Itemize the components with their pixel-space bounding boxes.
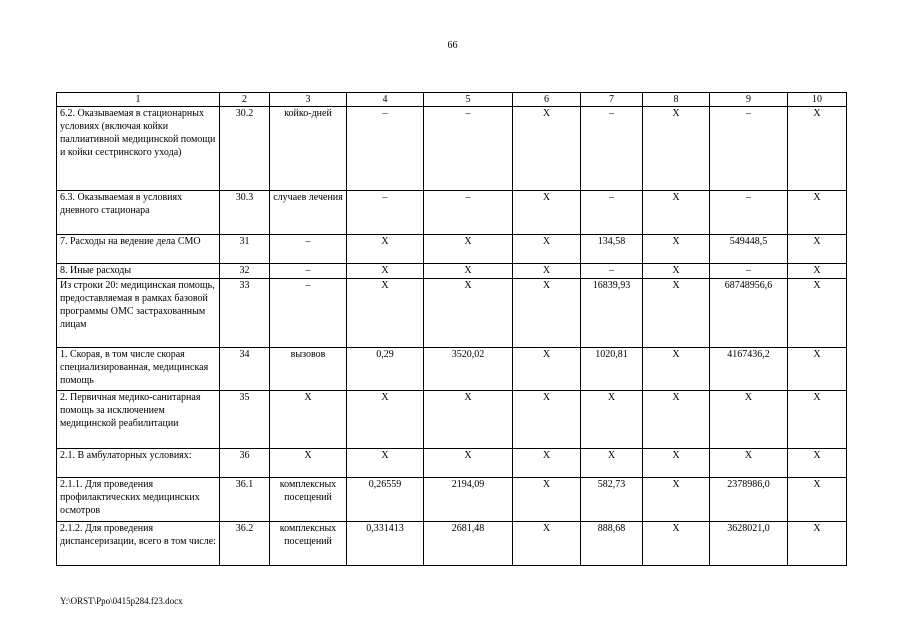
table-cell: Х: [788, 279, 847, 348]
table-cell: 33: [220, 279, 270, 348]
table-cell: Х: [424, 391, 513, 449]
table-cell: 1020,81: [581, 348, 643, 391]
table-cell: Х: [581, 449, 643, 478]
table-cell: –: [347, 191, 424, 235]
table-cell: –: [581, 191, 643, 235]
table-cell: Х: [581, 391, 643, 449]
table-cell: 32: [220, 264, 270, 279]
row-name-cell: 6.2. Оказываемая в стационарных условиях (включая койки паллиативной медицинской помощи и койки сестринского ухода): [57, 107, 220, 191]
table-row: [57, 522, 847, 566]
table-row: [57, 279, 847, 348]
table-cell: Х: [513, 107, 581, 191]
table-cell: Х: [270, 449, 347, 478]
table-header-row: [57, 93, 847, 107]
table-cell: Х: [643, 264, 710, 279]
table-cell: 2681,48: [424, 522, 513, 566]
table-cell: Х: [513, 348, 581, 391]
table-cell: Х: [643, 348, 710, 391]
table-cell: 36: [220, 449, 270, 478]
table-cell: Х: [788, 235, 847, 264]
table-cell: Х: [513, 522, 581, 566]
table-cell: 582,73: [581, 478, 643, 522]
table-cell: Х: [424, 235, 513, 264]
header-cell: 9: [710, 93, 788, 107]
table-cell: комплексных посещений: [270, 478, 347, 522]
table-cell: Х: [788, 449, 847, 478]
row-name-cell: 7. Расходы на ведение дела СМО: [57, 235, 220, 264]
header-cell: 3: [270, 93, 347, 107]
table-cell: Х: [788, 264, 847, 279]
table-row: [57, 264, 847, 279]
table-cell: случаев лечения: [270, 191, 347, 235]
table-cell: Х: [513, 191, 581, 235]
header-cell: 2: [220, 93, 270, 107]
table-cell: Х: [424, 264, 513, 279]
table-cell: –: [424, 107, 513, 191]
data-table: [56, 92, 847, 566]
header-cell: 8: [643, 93, 710, 107]
table-cell: Х: [788, 478, 847, 522]
table-cell: Х: [788, 191, 847, 235]
table-cell: Х: [788, 522, 847, 566]
table-cell: Х: [513, 235, 581, 264]
row-name-cell: 6.3. Оказываемая в условиях дневного стационара: [57, 191, 220, 235]
table-cell: Х: [513, 279, 581, 348]
table-cell: 36.1: [220, 478, 270, 522]
footer-file-path: Y:\ORST\Ppo\0415p284.f23.docx: [60, 596, 183, 606]
table-cell: 36.2: [220, 522, 270, 566]
table-cell: Х: [347, 264, 424, 279]
table-cell: 68748956,6: [710, 279, 788, 348]
table-cell: 30.2: [220, 107, 270, 191]
table-cell: 0,29: [347, 348, 424, 391]
page-number: 66: [447, 40, 458, 51]
table-cell: Х: [643, 279, 710, 348]
table-cell: 0,26559: [347, 478, 424, 522]
table-cell: Х: [513, 478, 581, 522]
table-cell: Х: [643, 522, 710, 566]
table-cell: Х: [643, 191, 710, 235]
table-cell: 35: [220, 391, 270, 449]
table-row: [57, 191, 847, 235]
table-cell: койко-дней: [270, 107, 347, 191]
table-cell: Х: [643, 478, 710, 522]
table-cell: –: [581, 264, 643, 279]
table-cell: Х: [643, 107, 710, 191]
row-name-cell: 2. Первичная медико-санитарная помощь за исключением медицинской реабилитации: [57, 391, 220, 449]
table-cell: Х: [424, 279, 513, 348]
table-cell: 888,68: [581, 522, 643, 566]
table-cell: Х: [643, 391, 710, 449]
table-cell: 4167436,2: [710, 348, 788, 391]
table-cell: –: [710, 264, 788, 279]
row-name-cell: 2.1.2. Для проведения диспансеризации, всего в том числе:: [57, 522, 220, 566]
table-cell: –: [347, 107, 424, 191]
table-cell: Х: [710, 449, 788, 478]
table-cell: Х: [788, 348, 847, 391]
table-cell: вызовов: [270, 348, 347, 391]
table-cell: 134,58: [581, 235, 643, 264]
table-cell: 2378986,0: [710, 478, 788, 522]
table-row: [57, 107, 847, 191]
header-cell: 10: [788, 93, 847, 107]
header-cell: 4: [347, 93, 424, 107]
table-cell: 31: [220, 235, 270, 264]
table-cell: Х: [643, 449, 710, 478]
table-row: [57, 478, 847, 522]
row-name-cell: 2.1. В амбулаторных условиях:: [57, 449, 220, 478]
table-row: [57, 235, 847, 264]
table-cell: 3628021,0: [710, 522, 788, 566]
table-cell: 2194,09: [424, 478, 513, 522]
table-cell: Х: [513, 264, 581, 279]
table-row: [57, 449, 847, 478]
table-cell: Х: [710, 391, 788, 449]
table-cell: Х: [347, 279, 424, 348]
header-cell: 1: [57, 93, 220, 107]
table-cell: 549448,5: [710, 235, 788, 264]
table-cell: –: [424, 191, 513, 235]
table-cell: –: [270, 235, 347, 264]
table-cell: Х: [347, 391, 424, 449]
table-cell: 16839,93: [581, 279, 643, 348]
table-cell: 30.3: [220, 191, 270, 235]
row-name-cell: 2.1.1. Для проведения профилактических медицинских осмотров: [57, 478, 220, 522]
table-cell: Х: [643, 235, 710, 264]
header-cell: 7: [581, 93, 643, 107]
table-cell: Х: [788, 107, 847, 191]
table-cell: Х: [424, 449, 513, 478]
table-cell: комплексных посещений: [270, 522, 347, 566]
table-cell: –: [710, 191, 788, 235]
table-cell: 34: [220, 348, 270, 391]
table-cell: –: [270, 264, 347, 279]
table-cell: Х: [513, 391, 581, 449]
table-cell: Х: [270, 391, 347, 449]
table-cell: 3520,02: [424, 348, 513, 391]
table-cell: Х: [788, 391, 847, 449]
header-cell: 5: [424, 93, 513, 107]
table-cell: –: [581, 107, 643, 191]
table-cell: –: [710, 107, 788, 191]
table-row: [57, 391, 847, 449]
row-name-cell: 1. Скорая, в том числе скорая специализированная, медицинская помощь: [57, 348, 220, 391]
table-cell: Х: [513, 449, 581, 478]
header-cell: 6: [513, 93, 581, 107]
row-name-cell: 8. Иные расходы: [57, 264, 220, 279]
table-cell: 0,331413: [347, 522, 424, 566]
table-cell: –: [270, 279, 347, 348]
row-name-cell: Из строки 20: медицинская помощь, предоставляемая в рамках базовой программы ОМС застрахованным лицам: [57, 279, 220, 348]
table-cell: Х: [347, 449, 424, 478]
table-cell: Х: [347, 235, 424, 264]
table-row: [57, 348, 847, 391]
table-body: [57, 93, 847, 566]
